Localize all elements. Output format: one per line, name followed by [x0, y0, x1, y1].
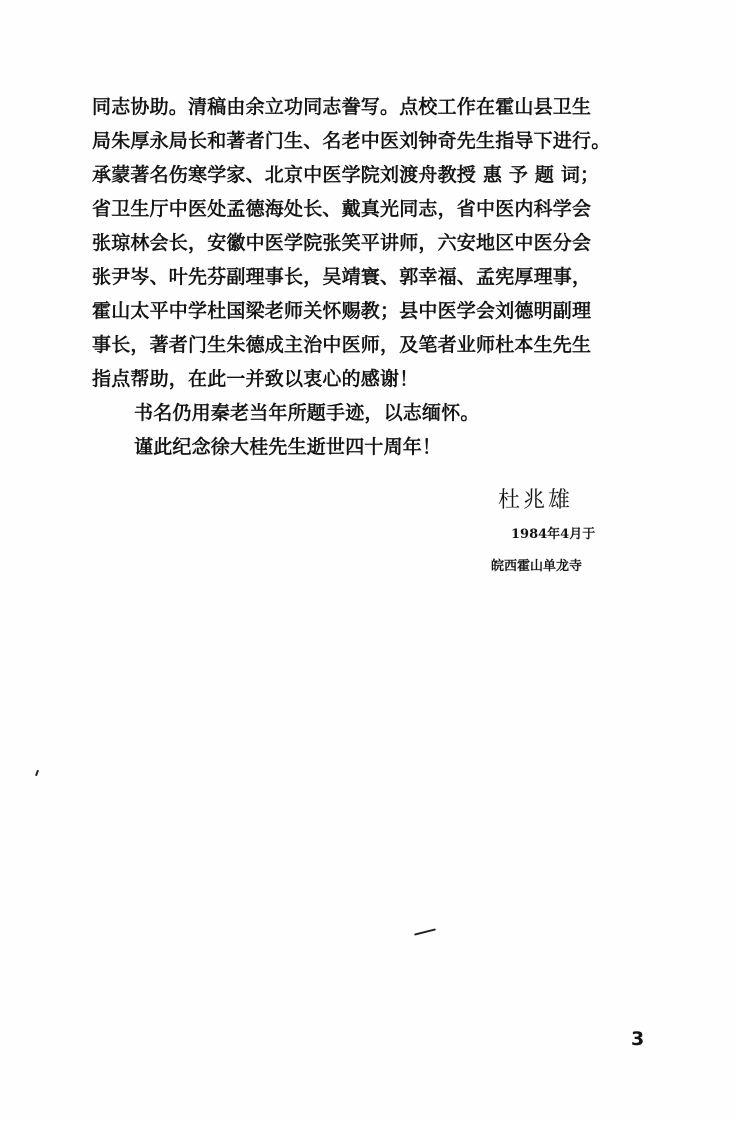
- text-line: 事长，著者门生朱德成主治中医师，及笔者业师杜本生先生: [92, 334, 592, 356]
- scan-mark: [414, 928, 436, 935]
- text-line: 指点帮助，在此一并致以衷心的感谢！: [92, 368, 419, 390]
- body-text: [92, 96, 692, 470]
- author-signature: 杜兆雄: [498, 488, 574, 513]
- scan-speck: [35, 770, 39, 776]
- text-line: 局朱厚永局长和著者门生、名老中医刘钟奇先生指导下进行。: [92, 130, 611, 152]
- text-line: 同志协助。清稿由余立功同志誊写。点校工作在霍山县卫生: [92, 96, 592, 118]
- page-number: 3: [631, 1028, 645, 1050]
- text-line: 张尹岑、叶先芬副理事长，吴靖寰、郭幸福、孟宪厚理事，: [92, 266, 592, 288]
- text-line: 省卫生厅中医处孟德海处长、戴真光同志，省中医内科学会: [92, 198, 592, 220]
- signature-date: 1984年4月于: [511, 527, 596, 542]
- paragraph-line: 谨此纪念徐大桂先生逝世四十周年！: [134, 436, 442, 458]
- text-line: 张琼林会长，安徽中医学院张笑平讲师，六安地区中医分会: [92, 232, 592, 254]
- signature-place: 皖西霍山单龙寺: [491, 559, 583, 574]
- text-line: 霍山太平中学杜国梁老师关怀赐教；县中医学会刘德明副理: [92, 300, 592, 322]
- text-line: 承蒙著名伤寒学家、北京中医学院刘渡舟教授 惠 予 题 词；: [92, 164, 600, 186]
- paragraph-line: 书名仍用秦老当年所题手迹，以志缅怀。: [134, 402, 480, 424]
